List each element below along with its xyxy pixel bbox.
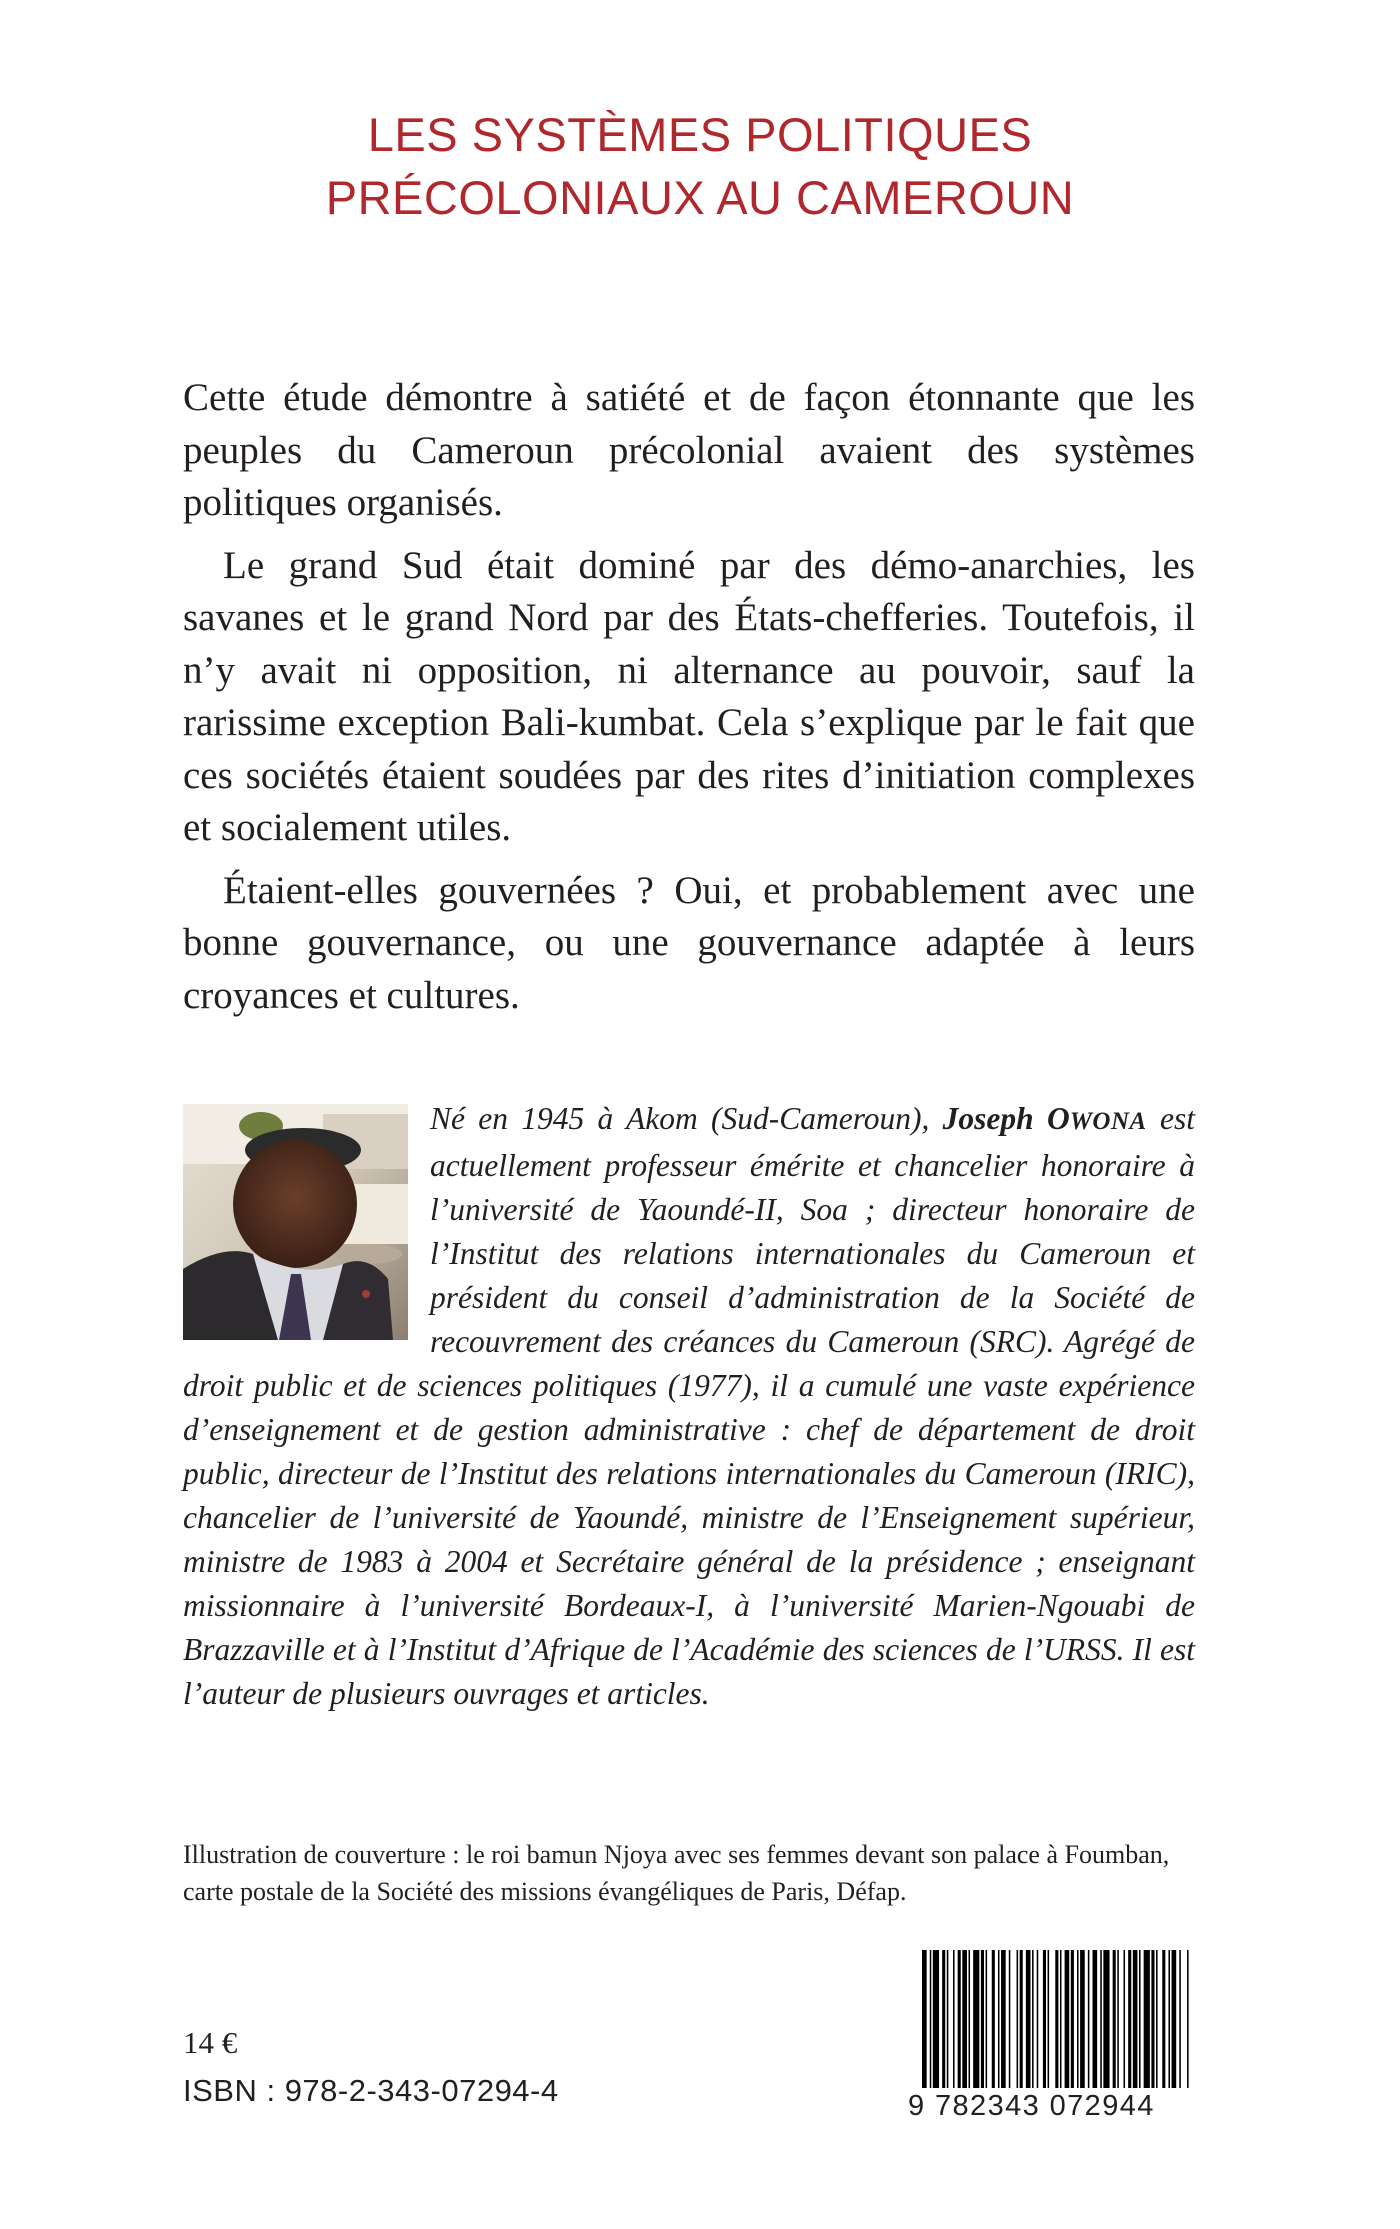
author-name (943, 1101, 1147, 1136)
barcode (908, 1950, 1190, 2122)
isbn: ISBN : 978-2-343-07294-4 (183, 2073, 559, 2108)
summary-paragraph-3: Étaient-elles gouvernées ? Oui, et probablement avec une bonne gouvernance, ou une gouvernance adaptée à leurs croyances et cultures. (183, 868, 1195, 1017)
author-last-name-rest: WONA (1069, 1108, 1147, 1135)
cover-credit: Illustration de couverture : le roi bamun Njoya avec ses femmes devant son palace à Foumban, carte postale de la Société des missions évangéliques de Paris, Défap. (183, 1840, 1170, 1906)
author-first-name: Joseph (942, 1101, 1047, 1136)
bio-intro: Né en 1945 à Akom (Sud-Cameroun), (430, 1101, 943, 1136)
photo-spacer (183, 1097, 408, 1361)
summary-paragraph-1: Cette étude démontre à satiété et de façon étonnante que les peuples du Cameroun précolonial avaient des systèmes politiques organisés. (183, 376, 1195, 524)
author-biography (183, 1097, 1195, 1716)
price: 14 € (183, 2025, 238, 2060)
summary-paragraph-2: Le grand Sud était dominé par des démo-anarchies, les savanes et le grand Nord par des États-chefferies. Toutefois, il n’y avait ni opposition, ni alternance au pouvoir, sauf la rarissime exception Bali-kumbat. Cela s’explique par le fait que ces sociétés étaient soudées par des rites d’initiation complexes et socialement utiles. (183, 543, 1195, 849)
barcode-bars (922, 1950, 1190, 2088)
book-title-line-1: LES SYSTÈMES POLITIQUES (367, 108, 1033, 161)
book-title (0, 103, 1400, 229)
author-last-name-initial: O (1046, 1101, 1070, 1136)
book-summary (183, 372, 1195, 1032)
barcode-digits: 9 782343 072944 (908, 2090, 1155, 2122)
book-title-line-2: PRÉCOLONIAUX AU CAMEROUN (325, 171, 1075, 224)
bio-text: est actuellement professeur émérite et chancelier honoraire à l’université de Yaoundé-II, Soa ; directeur honoraire de l’Institut des relations internationales du Cameroun et président du conseil d’administration de la Société de recouvrement des créances du Cameroun (SRC). Agrégé de droit public et de sciences politiques (1977), il a cumulé une vaste expérience d’enseignement et de gestion administrative : chef de département de droit public, directeur de l’Institut des relations internationales du Cameroun (IRIC), chancelier de l’université de Yaoundé, ministre de l’Enseignement supérieur, ministre de 1983 à 2004 et Secrétaire général de la présidence ; enseignant missionnaire à l’université Bordeaux-I, à l’université Marien-Ngouabi de Brazzaville et à l’Institut d’Afrique de l’Académie des sciences de l’URSS. Il est l’auteur de plusieurs ouvrages et articles. (183, 1101, 1195, 1711)
